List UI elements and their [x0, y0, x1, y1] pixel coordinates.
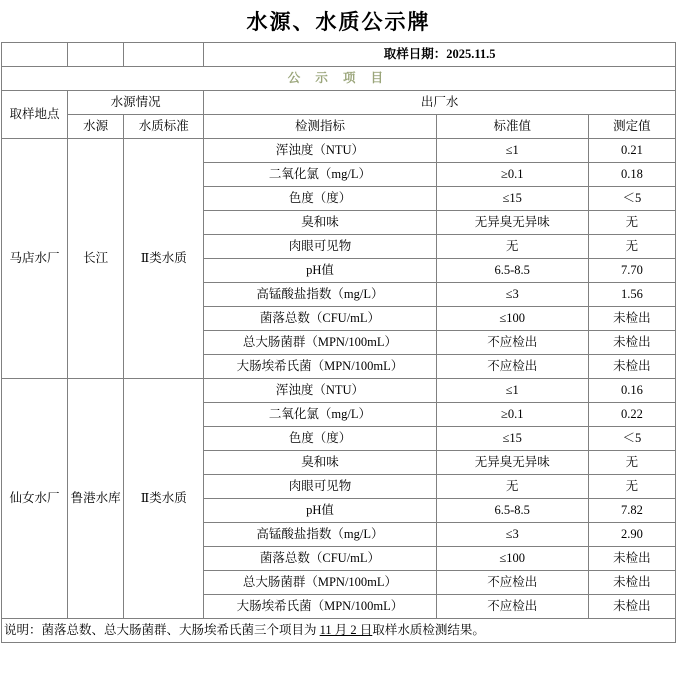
measured-value: 未检出	[588, 355, 675, 379]
measured-value: 0.21	[588, 139, 675, 163]
table-row	[2, 379, 676, 403]
plant-name: 仙女水厂	[2, 379, 68, 619]
standard-value: ≤100	[436, 547, 588, 571]
measured-value: 0.16	[588, 379, 675, 403]
standard-value: 不应检出	[436, 571, 588, 595]
standard-value: 6.5-8.5	[436, 499, 588, 523]
plant-standard: Ⅱ类水质	[124, 379, 204, 619]
index-name: 高锰酸盐指数（mg/L）	[204, 523, 436, 547]
section-title-row	[2, 67, 676, 91]
sampling-date-row	[2, 43, 676, 67]
header-sampling-location: 取样地点	[2, 91, 68, 139]
standard-value: ≤15	[436, 427, 588, 451]
standard-value: ≤15	[436, 187, 588, 211]
measured-value: 0.18	[588, 163, 675, 187]
index-name: 高锰酸盐指数（mg/L）	[204, 283, 436, 307]
header-water-standard: 水质标准	[124, 115, 204, 139]
measured-value: 1.56	[588, 283, 675, 307]
measured-value: 未检出	[588, 547, 675, 571]
index-name: 菌落总数（CFU/mL）	[204, 307, 436, 331]
standard-value: 无异臭无异味	[436, 211, 588, 235]
header-index-name: 检测指标	[204, 115, 436, 139]
page-title: 水源、水质公示牌	[246, 10, 431, 34]
date-row-spacer-3	[124, 43, 204, 67]
standard-value: ≥0.1	[436, 403, 588, 427]
index-name: 菌落总数（CFU/mL）	[204, 547, 436, 571]
header-outlet-water: 出厂水	[204, 91, 676, 115]
index-name: 总大肠菌群（MPN/100mL）	[204, 331, 436, 355]
standard-value: 不应检出	[436, 331, 588, 355]
section-title: 公 示 项 目	[2, 67, 676, 91]
table-header-row-2	[2, 115, 676, 139]
measured-value: 无	[588, 451, 675, 475]
note-row	[2, 619, 676, 643]
measured-value: ＜5	[588, 427, 675, 451]
measured-value: 未检出	[588, 307, 675, 331]
plant-name: 马店水厂	[2, 139, 68, 379]
index-name: 臭和味	[204, 211, 436, 235]
date-row-spacer-1	[2, 43, 68, 67]
measured-value: 无	[588, 211, 675, 235]
index-name: 色度（度）	[204, 187, 436, 211]
note-underlined-date: 11 月 2 日	[319, 623, 373, 637]
standard-value: ≤100	[436, 307, 588, 331]
index-name: 肉眼可见物	[204, 475, 436, 499]
index-name: 总大肠菌群（MPN/100mL）	[204, 571, 436, 595]
standard-value: ≤3	[436, 283, 588, 307]
plant-source: 鲁港水库	[68, 379, 124, 619]
plant-standard: Ⅱ类水质	[124, 139, 204, 379]
measured-value: ＜5	[588, 187, 675, 211]
header-source: 水源	[68, 115, 124, 139]
index-name: 臭和味	[204, 451, 436, 475]
index-name: 肉眼可见物	[204, 235, 436, 259]
standard-value: 无	[436, 235, 588, 259]
header-source-condition: 水源情况	[68, 91, 204, 115]
measured-value: 0.22	[588, 403, 675, 427]
standard-value: 不应检出	[436, 355, 588, 379]
index-name: 浑浊度（NTU）	[204, 379, 436, 403]
header-standard-value: 标准值	[436, 115, 588, 139]
measured-value: 7.82	[588, 499, 675, 523]
standard-value: ≥0.1	[436, 163, 588, 187]
standard-value: 无异臭无异味	[436, 451, 588, 475]
index-name: pH值	[204, 259, 436, 283]
index-name: 大肠埃希氏菌（MPN/100mL）	[204, 595, 436, 619]
standard-value: ≤1	[436, 139, 588, 163]
measured-value: 未检出	[588, 331, 675, 355]
sampling-date: 取样日期：2025.11.5	[204, 43, 676, 67]
measured-value: 7.70	[588, 259, 675, 283]
table-header-row-1	[2, 91, 676, 115]
standard-value: ≤1	[436, 379, 588, 403]
standard-value: 无	[436, 475, 588, 499]
date-row-spacer-2	[68, 43, 124, 67]
measured-value: 2.90	[588, 523, 675, 547]
index-name: 二氧化氯（mg/L）	[204, 403, 436, 427]
measured-value: 未检出	[588, 571, 675, 595]
standard-value: 不应检出	[436, 595, 588, 619]
index-name: 大肠埃希氏菌（MPN/100mL）	[204, 355, 436, 379]
water-quality-table	[1, 42, 676, 643]
index-name: pH值	[204, 499, 436, 523]
index-name: 浑浊度（NTU）	[204, 139, 436, 163]
header-measured-value: 测定值	[588, 115, 675, 139]
measured-value: 无	[588, 475, 675, 499]
index-name: 二氧化氯（mg/L）	[204, 163, 436, 187]
plant-source: 长江	[68, 139, 124, 379]
standard-value: 6.5-8.5	[436, 259, 588, 283]
note-text-content: 说明：菌落总数、总大肠菌群、大肠埃希氏菌三个项目为 11 月 2 日取样水质检测结果。	[4, 623, 485, 637]
note-text	[2, 619, 676, 643]
measured-value: 未检出	[588, 595, 675, 619]
measured-value: 无	[588, 235, 675, 259]
standard-value: ≤3	[436, 523, 588, 547]
table-row	[2, 139, 676, 163]
index-name: 色度（度）	[204, 427, 436, 451]
